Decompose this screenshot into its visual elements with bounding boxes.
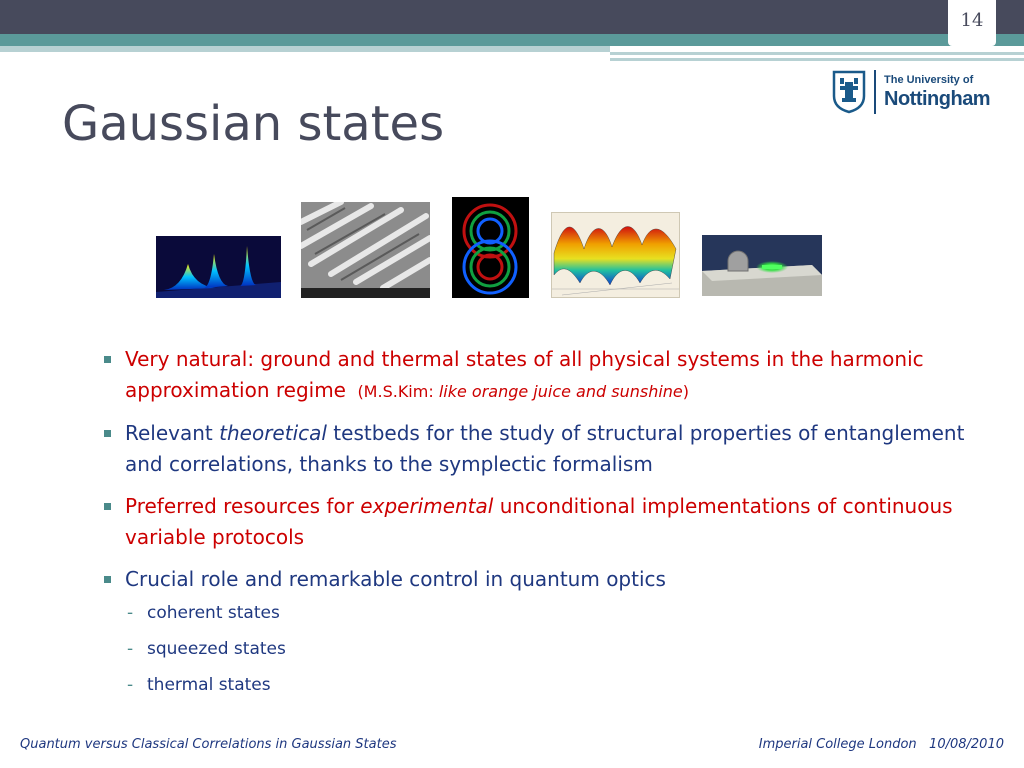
bullet-3-italic: experimental — [360, 494, 494, 518]
bullet-1 — [104, 344, 984, 407]
footer-title: Quantum versus Classical Correlations in Gaussian States — [20, 737, 397, 752]
bullet-1-text: Very natural: ground and thermal states of all physical systems in the harmonic approximation regime — [125, 347, 924, 402]
logo-line1: The University of — [884, 74, 974, 86]
bullet-4 — [104, 564, 984, 703]
bullet-3-pre: Preferred resources for — [125, 494, 361, 518]
interference-rings-image — [452, 197, 529, 298]
bullet-marker — [104, 503, 111, 510]
sub-item-thermal: - thermal states — [127, 675, 271, 695]
header-lines — [610, 46, 1024, 64]
wavy-surface-image — [551, 212, 680, 298]
gaussian-peaks-image — [156, 236, 281, 298]
page-title: Gaussian states — [62, 96, 445, 152]
footer-venue-date: Imperial College London 10/08/2010 — [758, 737, 1004, 752]
crest-icon — [832, 70, 866, 114]
bullet-marker — [104, 576, 111, 583]
sub-list — [104, 595, 984, 703]
optical-chip-image — [702, 235, 822, 296]
bullet-3 — [104, 491, 984, 553]
header-band — [0, 34, 1024, 46]
bullet-2-pre: Relevant — [125, 421, 220, 445]
university-logo — [826, 66, 996, 122]
bullet-2-italic: theoretical — [219, 421, 327, 445]
slide-number: 14 — [960, 10, 984, 31]
bullet-list — [104, 344, 984, 703]
bullet-marker — [104, 356, 111, 363]
header-bar — [0, 0, 1024, 34]
bullet-3-post: unconditional implementations of continuous variable protocols — [125, 494, 953, 549]
bullet-2 — [104, 418, 984, 480]
bullet-1-note-prefix: (M.S.Kim: — [357, 382, 439, 401]
logo-separator — [874, 70, 876, 114]
sub-item-squeezed: - squeezed states — [127, 639, 286, 659]
header-stripe — [0, 46, 610, 52]
bullet-1-note-italic: like orange juice and sunshine — [438, 382, 683, 401]
bullet-marker — [104, 430, 111, 437]
bullet-4-text: Crucial role and remarkable control in quantum optics — [125, 567, 666, 591]
nanostructure-image — [301, 202, 430, 298]
sub-item-coherent: - coherent states — [127, 603, 280, 623]
bullet-2-post: testbeds for the study of structural properties of entanglement and correlations, thanks to the symplectic formalism — [125, 421, 965, 476]
logo-line2: Nottingham — [884, 88, 991, 110]
bullet-1-note-suffix: ) — [682, 382, 690, 401]
